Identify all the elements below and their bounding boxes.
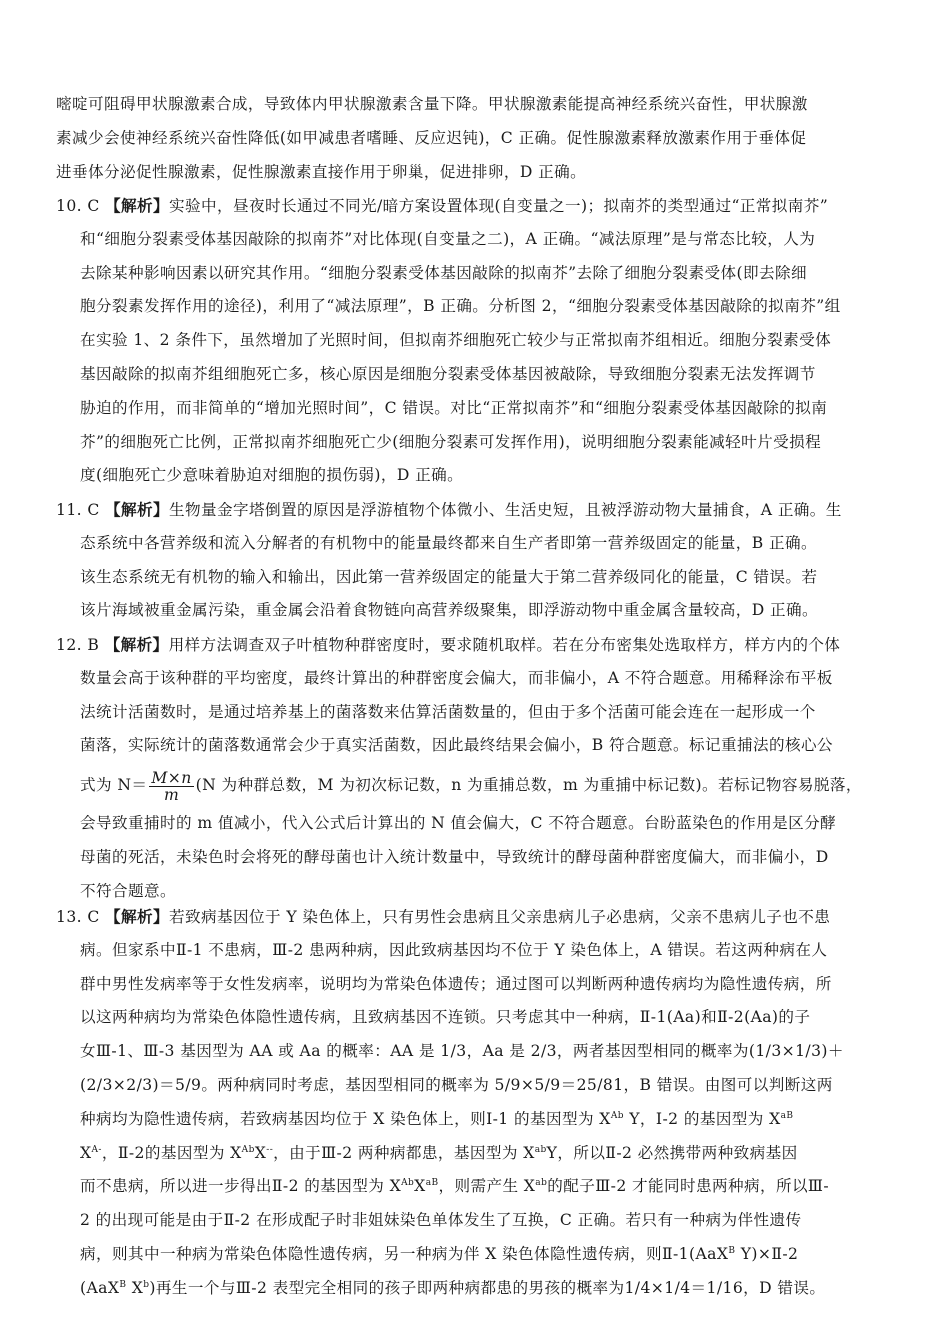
text-line: 会导致重捕时的 m 值减小，代入公式后计算出的 N 值会偏大，C 不符合题意。台盼蓝染色的作用是区分酵: [80, 814, 837, 833]
answer-13: [56, 900, 898, 1306]
text-line: 而不患病，所以进一步得出Ⅱ-2 的基因型为 $X^{Ab}X^{aB}$，则需产生 $X^{ab}$的配子Ⅲ-2 才能同时患两种病，所以Ⅲ-: [80, 1177, 830, 1196]
answer-number: 10. C: [56, 197, 100, 215]
text-line: 胁迫的作用，而非简单的“增加光照时间”，C 错误。对比“正常拟南芥”和“细胞分裂素受体基因敲除的拟南: [80, 398, 828, 417]
analysis-tag: 【解析】: [105, 907, 170, 926]
answer-12: [56, 628, 898, 909]
formula-fraction: $\frac{M\times n}{m}$: [151, 768, 192, 804]
text-line: 生物量金字塔倒置的原因是浮游植物个体微小、生活史短，且被浮游动物大量捕食，A 正确。生: [169, 501, 842, 519]
text-line: (AaX$^B$ $X^b$)再生一个与Ⅲ-2 表型完全相同的孩子即两种病都患的男孩的概率为1/4×1/4＝1/16，D 错误。: [80, 1278, 826, 1297]
text-line: (2/3×2/3)＝5/9。两种病同时考虑，基因型相同的概率为 5/9×5/9＝25/81，B 错误。由图可以判断这两: [80, 1075, 833, 1094]
analysis-tag: 【解析】: [105, 196, 170, 215]
answer-number: 11. C: [56, 501, 100, 519]
text-line: 胞分裂素发挥作用的途径)，利用了“减法原理”，B 正确。分析图 2，“细胞分裂素受体基因敲除的拟南芥”组: [80, 297, 841, 316]
text-line: $X^{A-}$，Ⅱ-2的基因型为 $X^{Ab}X^{--}$，由于Ⅲ-2 两种病都患，基因型为 $X^{ab}Y$，所以Ⅱ-2 必然携带两种致病基因: [80, 1143, 798, 1162]
text-line: 群中男性发病率等于女性发病率，说明均为常染色体遗传；通过图可以判断两种遗传病均为隐性遗传病，所: [80, 974, 832, 993]
text-line: 态系统中各营养级和流入分解者的有机物中的能量最终都来自生产者即第一营养级固定的能量，B 正确。: [80, 533, 817, 552]
answer-number: 12. B: [56, 636, 100, 654]
text-line: 菌落，实际统计的菌落数通常会少于真实活菌数，因此最终结果会偏小，B 符合题意。标记重捕法的核心公: [80, 736, 833, 755]
text-line: 进垂体分泌促性腺激素，促性腺激素直接作用于卵巢，促进排卵，D 正确。: [56, 162, 587, 181]
text-line: 病，则其中一种病为常染色体隐性遗传病，另一种病为伴 X 染色体隐性遗传病，则Ⅱ-1(AaX$^B$ Y)×Ⅱ-2: [80, 1244, 799, 1263]
text-line: 法统计活菌数时，是通过培养基上的菌落数来估算活菌数量的，但由于多个活菌可能会连在一起形成一个: [80, 702, 816, 721]
text-line: 去除某种影响因素以研究其作用。“细胞分裂素受体基因敲除的拟南芥”去除了细胞分裂素受体(即去除细: [80, 263, 807, 282]
text-line: 2 的出现可能是由于Ⅱ-2 在形成配子时非姐妹染色单体发生了互换，C 正确。若只有一种病为伴性遗传: [80, 1211, 802, 1230]
answer-11: [56, 493, 898, 628]
answer-number: 13. C: [56, 908, 100, 926]
text-line: 该生态系统无有机物的输入和输出，因此第一营养级固定的能量大于第二营养级同化的能量，C 错误。若: [80, 567, 818, 586]
answer-10: [56, 189, 898, 493]
analysis-tag: 【解析】: [104, 635, 169, 654]
text-line: 病。但家系中Ⅱ-1 不患病，Ⅲ-2 患两种病，因此致病基因均不位于 Y 染色体上，A 错误。若这两种病在人: [80, 940, 828, 959]
text-line: 度(细胞死亡少意味着胁迫对细胞的损伤弱)，D 正确。: [80, 466, 464, 485]
intro-paragraph: [56, 88, 898, 189]
text-line: 数量会高于该种群的平均密度，最终计算出的种群密度会偏大，而非偏小，A 不符合题意。用稀释涂布平板: [80, 668, 833, 687]
text-line: 不符合题意。: [80, 881, 176, 900]
text-line: 女Ⅲ-1、Ⅲ-3 基因型为 AA 或 Aa 的概率：AA 是 1/3，Aa 是 2/3，两者基因型相同的概率为(1/3×1/3)＋: [80, 1042, 844, 1061]
text-line: 嘧啶可阻碍甲状腺激素合成，导致体内甲状腺激素含量下降。甲状腺激素能提高神经系统兴奋性，甲状腺激: [56, 95, 808, 113]
text-line: 以这两种病均为常染色体隐性遗传病，且致病基因不连锁。只考虑其中一种病，Ⅱ-1(Aa)和Ⅱ-2(Aa)的子: [80, 1008, 811, 1027]
text-line: 该片海域被重金属污染，重金属会沿着食物链向高营养级聚集，即浮游动物中重金属含量较高，D 正确。: [80, 601, 818, 620]
text-line: 基因敲除的拟南芥组细胞死亡多，核心原因是细胞分裂素受体基因被敲除，导致细胞分裂素无法发挥调节: [80, 364, 816, 383]
text-line: 种病均为隐性遗传病，若致病基因均位于 X 染色体上，则Ⅰ-1 的基因型为 $X^{Ab}$ Y，Ⅰ-2 的基因型为 $X^{aB}$: [80, 1109, 794, 1128]
text-line: 在实验 1、2 条件下，虽然增加了光照时间，但拟南芥细胞死亡较少与正常拟南芥组相近。细胞分裂素受体: [80, 331, 832, 350]
text-line: 若致病基因位于 Y 染色体上，只有男性会患病且父亲患病儿子必患病，父亲不患病儿子也不患: [169, 908, 831, 926]
analysis-tag: 【解析】: [105, 500, 170, 519]
text-line: 母菌的死活，未染色时会将死的酵母菌也计入统计数量中，导致统计的酵母菌种群密度偏大，而非偏小，D: [80, 847, 829, 866]
text-line: 用样方法调查双子叶植物种群密度时，要求随机取样。若在分布密集处选取样方，样方内的个体: [168, 636, 841, 654]
formula-line: 式为 N＝ $\frac{M\times n}{m}$ (N 为种群总数，M 为初次标记数，n 为重捕总数，m 为重捕中标记数)。若标记物容易脱落，: [80, 768, 862, 804]
text-line: 和“细胞分裂素受体基因敲除的拟南芥”对比体现(自变量之二)，A 正确。“减法原理”是与常态比较，人为: [80, 229, 816, 248]
text-line: 素减少会使神经系统兴奋性降低(如甲减患者嗜睡、反应迟钝)，C 正确。促性腺激素释放激素作用于垂体促: [56, 128, 807, 147]
text-line: 芥”的细胞死亡比例，正常拟南芥细胞死亡少(细胞分裂素可发挥作用)，说明细胞分裂素能减轻叶片受损程: [80, 432, 822, 451]
text-line: 实验中，昼夜时长通过不同光/暗方案设置体现(自变量之一)；拟南芥的类型通过“正常拟南芥”: [169, 197, 829, 215]
